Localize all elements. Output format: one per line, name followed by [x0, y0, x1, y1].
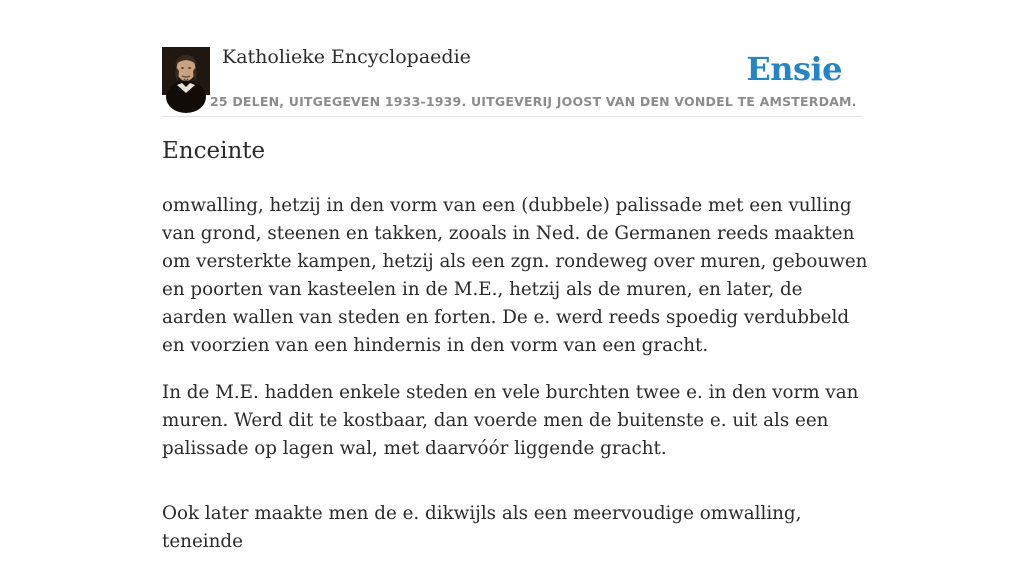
site-name[interactable]: Katholieke Encyclopaedie	[222, 46, 471, 68]
article-title: Enceinte	[162, 138, 266, 164]
article-body	[162, 192, 872, 575]
article-paragraph: omwalling, hetzij in den vorm van een (dubbele) palissade met een vulling van grond, steenen en takken, zooals in Ned. de Germanen reeds maakten om versterkte kampen, hetzij als een zgn. rondeweg over muren, gebouwen en poorten van kasteelen in de M.E., hetzij als de muren, en later, de aarden wallen van steden en forten. De e. werd reeds spoedig verdubbeld en voorzien van een hindernis in den vorm van een gracht.	[162, 195, 868, 356]
site-subtitle: 25 DELEN, UITGEGEVEN 1933-1939. UITGEVERIJ JOOST VAN DEN VONDEL TE AMSTERDAM.	[210, 94, 857, 109]
article-paragraph: In de M.E. hadden enkele steden en vele burchten twee e. in den vorm van muren. Werd dit te kostbaar, dan voerde men de buitenste e. uit als een palissade op lagen wal, met daarvóór liggende gracht.	[162, 382, 859, 459]
ensie-logo[interactable]: Ensie	[746, 50, 842, 88]
portrait-avatar-icon[interactable]	[162, 47, 210, 95]
article-paragraph: Ook later maakte men de e. dikwijls als een meervoudige omwalling, teneinde	[162, 503, 802, 552]
site-header	[162, 44, 862, 117]
